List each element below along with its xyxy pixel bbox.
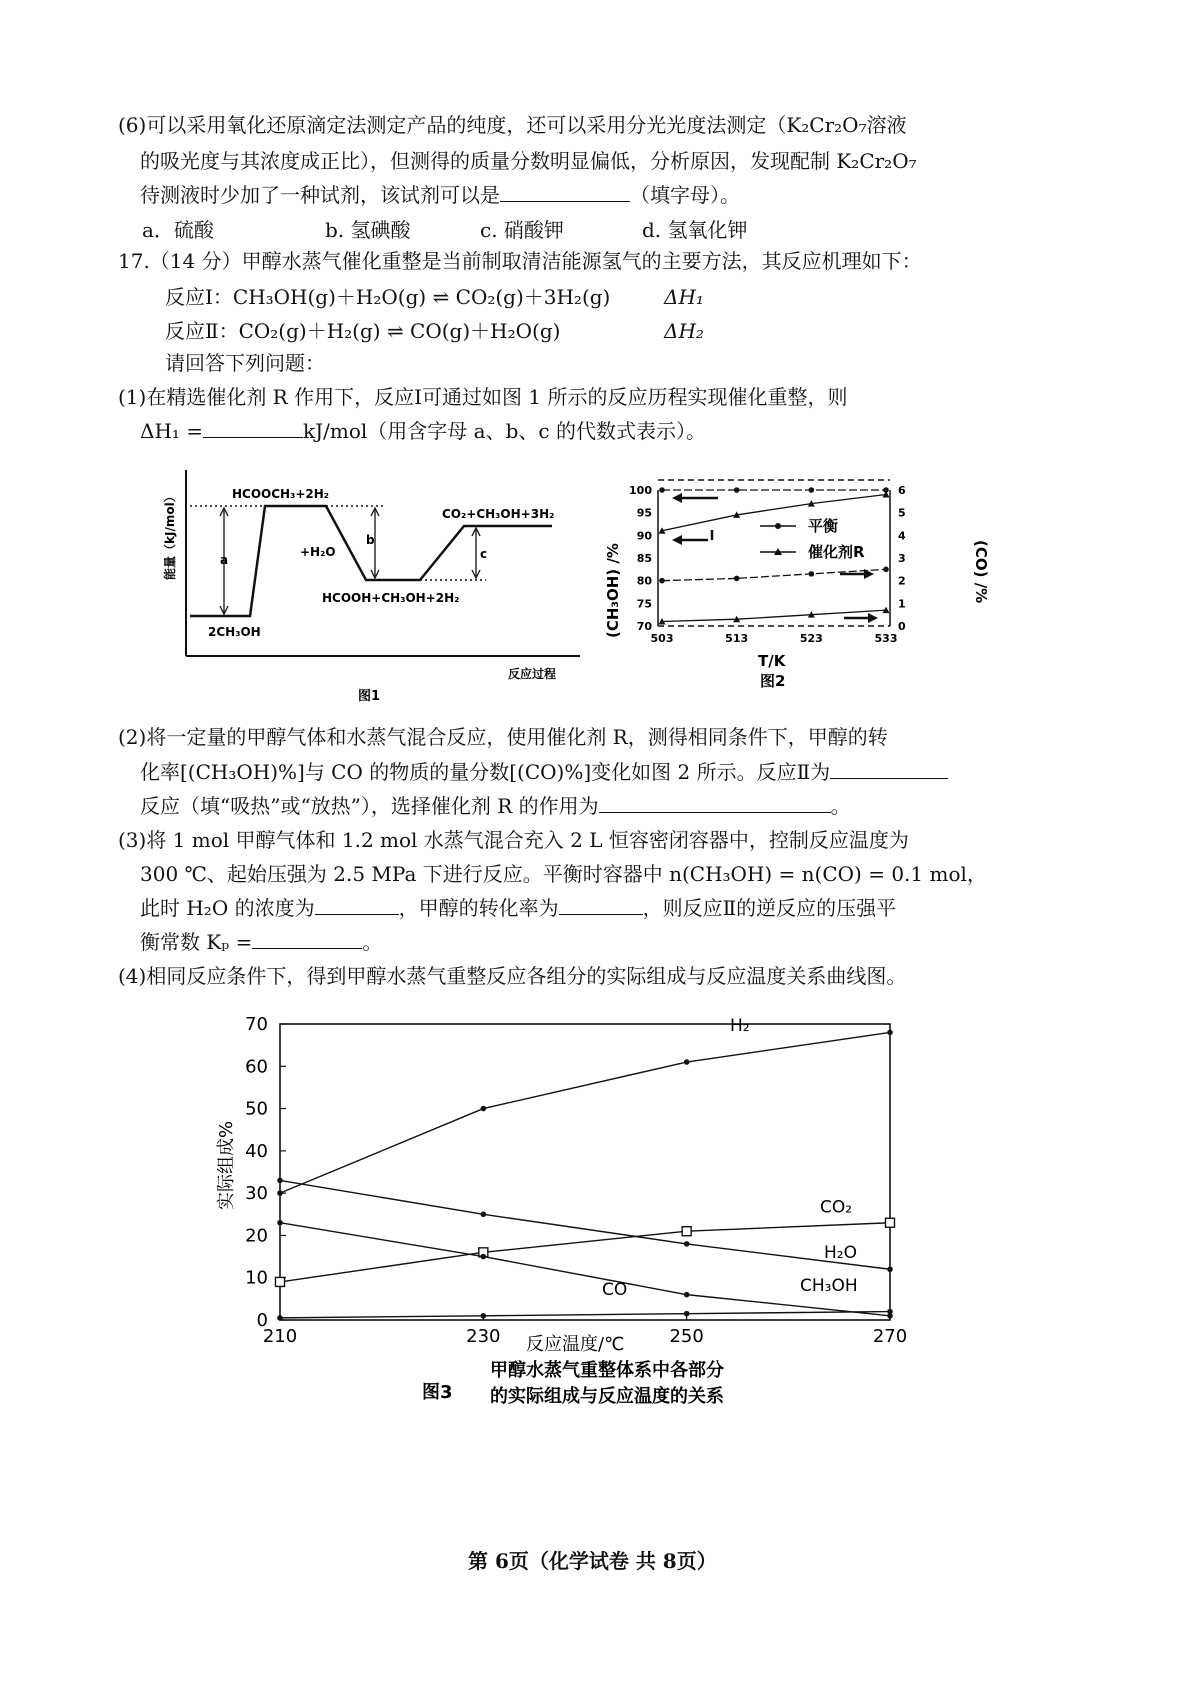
fig1-state-3: HCOOH+CH₃OH+2H₂ [322,591,460,605]
answer-blank[interactable] [559,896,643,915]
fig2-y2tick-label: 4 [898,529,906,543]
fig3-point [277,1220,283,1226]
fig3-ytick-label: 10 [245,1267,268,1289]
fig3-series-line [280,1180,890,1269]
fig1-mark-b: b [366,533,375,547]
fig3-point [682,1227,691,1236]
fig2-xtick-label: 513 [725,632,749,645]
q17-3-text-4: 衡常数 Kₚ = [140,930,253,954]
fig3-caption-line1: 甲醇水蒸气重整体系中各部分 [490,1360,724,1381]
answer-blank[interactable] [830,760,948,779]
fig2-point [809,487,815,493]
fig1-step-label: +H₂O [300,545,336,559]
q16-6-line1: (6)可以采用氧化还原滴定法测定产品的纯度，还可以采用分光光度法测定（K₂Cr₂O₇溶液 [118,113,907,137]
answer-blank[interactable] [500,183,630,202]
q17-2-line2 [140,759,948,785]
option-c: c. 硝酸钾 [480,218,564,242]
fig3-series-label: H₂ [730,1015,750,1036]
fig1-state-1: 2CH₃OH [208,625,261,639]
fig3-point [886,1218,895,1227]
fig3-caption: 图3 [422,1382,453,1403]
reaction-1: 反应Ⅰ：CH₃OH(g)＋H₂O(g) ⇌ CO₂(g)＋3H₂(g) [165,285,611,309]
fig2-ytick-label: 95 [636,506,652,520]
fig2-y2label: (CO) /% [972,540,990,604]
fig1-ylabel: 能量（kJ/mol） [163,490,177,580]
fig3-point [887,1266,893,1272]
fig2-legend-1: 平衡 [808,517,839,535]
fig2-series-line [662,610,886,621]
fig2-point [659,487,665,493]
reaction-1-dh: ΔH₁ [664,285,704,309]
fig2-point [883,567,889,573]
fig3-xtick-label: 210 [262,1326,298,1347]
fig3-xlabel: 反应温度/℃ [526,1334,625,1355]
fig2-ytick-label: 90 [636,529,652,543]
q17-2-line3 [140,793,851,819]
fig2-ytick-label: 85 [636,552,652,565]
fig3-point [481,1106,487,1112]
option-b: b. 氢碘酸 [325,218,411,242]
q16-6-line2: 的吸光度与其浓度成正比），但测得的质量分数明显偏低，分析原因，发现配制 K₂Cr₂O₇ [140,149,917,173]
fig1-state-2: HCOOCH₃+2H₂ [232,487,330,501]
q16-6-line3 [140,182,740,208]
q17-3-line3 [140,895,896,921]
fig3-ytick-label: 40 [245,1140,268,1162]
q17-1-text-end: kJ/mol（用含字母 a、b、c 的代数式表示）。 [303,419,706,443]
fig3-xtick-label: 270 [872,1326,908,1347]
figure-3-chart [200,1010,920,1410]
answer-blank[interactable] [252,930,362,949]
q17-4-line: (4)相同反应条件下，得到甲醇水蒸气重整反应各组分的实际组成与反应温度关系曲线图。 [118,964,907,988]
q17-3-line2: 300 ℃、起始压强为 2.5 MPa 下进行反应。平衡时容器中 n(CH₃OH) = n(CO) = 0.1 mol， [140,862,987,886]
q17-2-text-end: 。 [830,794,851,818]
fig1-state-4: CO₂+CH₃OH+3H₂ [442,507,555,521]
q17-3-line1: (3)将 1 mol 甲醇气体和 1.2 mol 水蒸气混合充入 2 L 恒容密闭容器中，控制反应温度为 [118,828,909,852]
figure-2-chart [600,468,990,708]
fig3-point [887,1309,893,1315]
reaction-2-dh: ΔH₂ [664,319,704,343]
fig3-series-label: CO₂ [820,1197,853,1218]
fig1-xlabel: 反应过程 [508,667,557,681]
fig2-y2tick-label: 0 [898,620,906,633]
q17-2-text-b: 反应（填“吸热”或“放热”），选择催化剂 R 的作用为 [140,794,599,818]
option-d: d. 氢氧化钾 [642,218,748,242]
fig2-legend [760,517,865,561]
q17-2-line1: (2)将一定量的甲醇气体和水蒸气混合反应，使用催化剂 R，测得相同条件下，甲醇的转 [118,725,888,749]
fig3-ytick-label: 20 [245,1225,268,1247]
fig3-point [887,1030,893,1036]
q17-1-line1: (1)在精选催化剂 R 作用下，反应Ⅰ可通过如图 1 所示的反应历程实现催化重整，则 [118,385,848,409]
fig3-ytick-label: 0 [256,1310,268,1331]
fig2-point [734,576,740,582]
fig3-xtick-label: 250 [669,1326,704,1347]
fig2-point [809,571,815,577]
q16-6-text: 待测液时少加了一种试剂，该试剂可以是 [140,183,500,207]
fig3-point [276,1277,285,1286]
fig3-point [684,1292,690,1298]
legend-marker-equilibrium [775,523,781,529]
option-a: a．硫酸 [142,218,214,242]
fig2-xtick-label: 533 [874,632,898,645]
fig2-y2tick-label: 6 [898,484,906,497]
fig2-y2tick-label: 1 [898,597,906,611]
fig2-legend-2: 催化剂R [808,543,865,561]
q17-3-line4 [140,929,382,955]
reaction-2: 反应Ⅱ：CO₂(g)＋H₂(g) ⇌ CO(g)＋H₂O(g) [165,319,561,343]
fig1-mark-c: c [480,547,488,561]
fig3-series-label: H₂O [824,1242,857,1263]
fig1-mark-a: a [220,553,229,567]
answer-blank[interactable] [599,794,831,813]
fig3-series-line [280,1223,890,1282]
fig3-series-label: CO [602,1279,628,1300]
q17-ask: 请回答下列问题： [165,351,325,375]
fig1-caption: 图1 [358,689,381,704]
answer-blank[interactable] [203,419,303,438]
fig2-xtick-label: 503 [650,632,674,645]
fig3-ytick-label: 50 [245,1098,268,1120]
fig3-point [684,1059,690,1065]
q16-6-text-end: （填字母）。 [630,183,740,207]
fig2-ytick-label: 100 [629,484,652,497]
fig2-caption: 图2 [760,672,786,690]
fig2-ytick-label: 75 [636,597,652,611]
fig3-point [277,1315,283,1321]
fig3-caption-line2: 的实际组成与反应温度的关系 [490,1386,724,1407]
q17-2-text: 化率[(CH₃OH)%]与 CO 的物质的量分数[(CO)%]变化如图 2 所示。反应Ⅱ为 [140,760,831,784]
q17-intro: 17.（14 分）甲醇水蒸气催化重整是当前制取清洁能源氢气的主要方法，其反应机理如下： [118,249,922,273]
fig3-series-label: CH₃OH [800,1275,858,1296]
fig2-y2tick-label: 2 [898,574,906,588]
q17-1-text: ΔH₁ = [140,419,204,443]
fig3-xtick-label: 230 [466,1326,501,1347]
q17-3-text-1: 此时 H₂O 的浓度为 [140,896,315,920]
fig3-series-line [280,1312,890,1318]
fig3-series-line [280,1032,890,1193]
fig2-xtick-label: 523 [799,632,823,645]
q17-3-text-3: ，则反应Ⅱ的逆反应的压强平 [642,896,897,920]
fig2-ytick-label: 70 [636,620,652,633]
answer-blank[interactable] [315,896,399,915]
fig3-point [277,1190,283,1196]
fig3-ytick-label: 30 [245,1183,268,1205]
fig3-point [277,1178,283,1184]
fig2-y2tick-label: 3 [898,552,906,565]
q17-3-text-end: 。 [362,930,383,954]
fig2-point [734,487,740,493]
fig3-ylabel: 实际组成% [216,1120,237,1210]
fig3-point [684,1311,690,1317]
fig2-ytick-label: 80 [636,574,652,588]
fig2-ylabel: (CH₃OH) /% [604,543,622,638]
fig3-ytick-label: 70 [245,1014,268,1035]
fig3-point [481,1313,487,1319]
fig3-ytick-label: 60 [245,1056,268,1078]
page-footer: 第 6页（化学试卷 共 8页） [468,1549,717,1573]
fig2-xlabel: T/K [758,652,786,670]
fig3-point [481,1211,487,1217]
q17-1-line2 [140,418,706,444]
figure-1 [150,460,590,710]
fig2-y2tick-label: 5 [898,506,906,520]
fig2-point [659,578,665,584]
q17-3-text-2: ，甲醇的转化率为 [398,896,559,920]
fig3-point [684,1241,690,1247]
fig3-point [481,1254,487,1260]
